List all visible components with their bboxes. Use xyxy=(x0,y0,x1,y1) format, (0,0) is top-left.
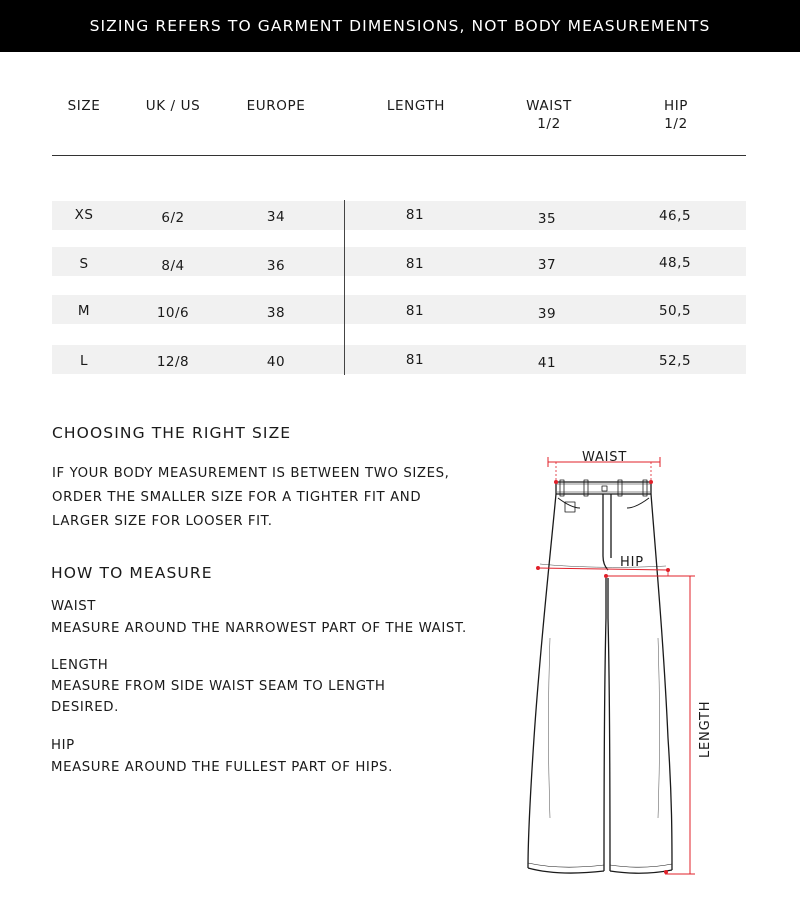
cell-waist: 35 xyxy=(537,211,557,227)
cell-length: 81 xyxy=(405,256,425,272)
pants-measurement-diagram xyxy=(520,438,730,908)
cell-size: M xyxy=(77,303,91,319)
col-header-hip: HIP 1/2 xyxy=(663,98,689,132)
length-diagram-label: LENGTH xyxy=(698,700,713,758)
waist-diagram-label: WAIST xyxy=(582,450,628,465)
cell-europe: 38 xyxy=(266,305,286,321)
hip-instructions: MEASURE AROUND THE FULLEST PART OF HIPS. xyxy=(51,760,393,775)
waist-point-right xyxy=(649,480,653,484)
col-header-uk-us: UK / US xyxy=(145,98,201,114)
column-divider xyxy=(344,200,345,375)
col-header-size: SIZE xyxy=(67,98,101,114)
col-header-length: LENGTH xyxy=(386,98,446,114)
hip-measure-line xyxy=(536,566,690,578)
cell-length: 81 xyxy=(405,303,425,319)
hip-diagram-label: HIP xyxy=(620,555,644,570)
how-to-measure-title: HOW TO MEASURE xyxy=(51,564,213,582)
cell-size: XS xyxy=(74,207,94,223)
cell-size: L xyxy=(79,353,89,369)
cell-europe: 34 xyxy=(266,209,286,225)
cell-europe: 40 xyxy=(266,354,286,370)
waist-instructions: MEASURE AROUND THE NARROWEST PART OF THE WAIST. xyxy=(51,621,467,636)
banner-text: SIZING REFERS TO GARMENT DIMENSIONS, NOT BODY MEASUREMENTS xyxy=(89,17,711,35)
cell-size: S xyxy=(79,256,89,272)
top-banner xyxy=(0,0,800,52)
header-divider xyxy=(52,155,746,156)
choosing-title: CHOOSING THE RIGHT SIZE xyxy=(52,424,292,442)
cell-europe: 36 xyxy=(266,258,286,274)
cell-length: 81 xyxy=(405,207,425,223)
length-measure-line xyxy=(664,570,695,874)
col-header-waist: WAIST 1/2 xyxy=(526,98,572,132)
cell-uk-us: 10/6 xyxy=(156,305,190,321)
cell-uk-us: 12/8 xyxy=(156,354,190,370)
waist-subtitle: WAIST xyxy=(51,599,97,614)
choosing-text: IF YOUR BODY MEASUREMENT IS BETWEEN TWO SIZES, ORDER THE SMALLER SIZE FOR A TIGHTER FIT AND LARGER SIZE FOR LOOSER FIT. xyxy=(52,466,450,529)
length-instructions: MEASURE FROM SIDE WAIST SEAM TO LENGTH DESIRED. xyxy=(51,679,386,715)
cell-waist: 37 xyxy=(537,257,557,273)
pants-outline xyxy=(528,480,672,873)
cell-length: 81 xyxy=(405,352,425,368)
length-subtitle: LENGTH xyxy=(51,658,109,673)
cell-hip: 46,5 xyxy=(658,208,692,224)
cell-uk-us: 6/2 xyxy=(161,210,185,226)
cell-hip: 48,5 xyxy=(658,255,692,271)
cell-hip: 52,5 xyxy=(658,353,692,369)
cell-waist: 39 xyxy=(537,306,557,322)
waist-point-left xyxy=(554,480,558,484)
cell-uk-us: 8/4 xyxy=(161,258,185,274)
cell-waist: 41 xyxy=(537,355,557,371)
cell-hip: 50,5 xyxy=(658,303,692,319)
col-header-europe: EUROPE xyxy=(246,98,306,114)
hip-subtitle: HIP xyxy=(51,738,75,753)
